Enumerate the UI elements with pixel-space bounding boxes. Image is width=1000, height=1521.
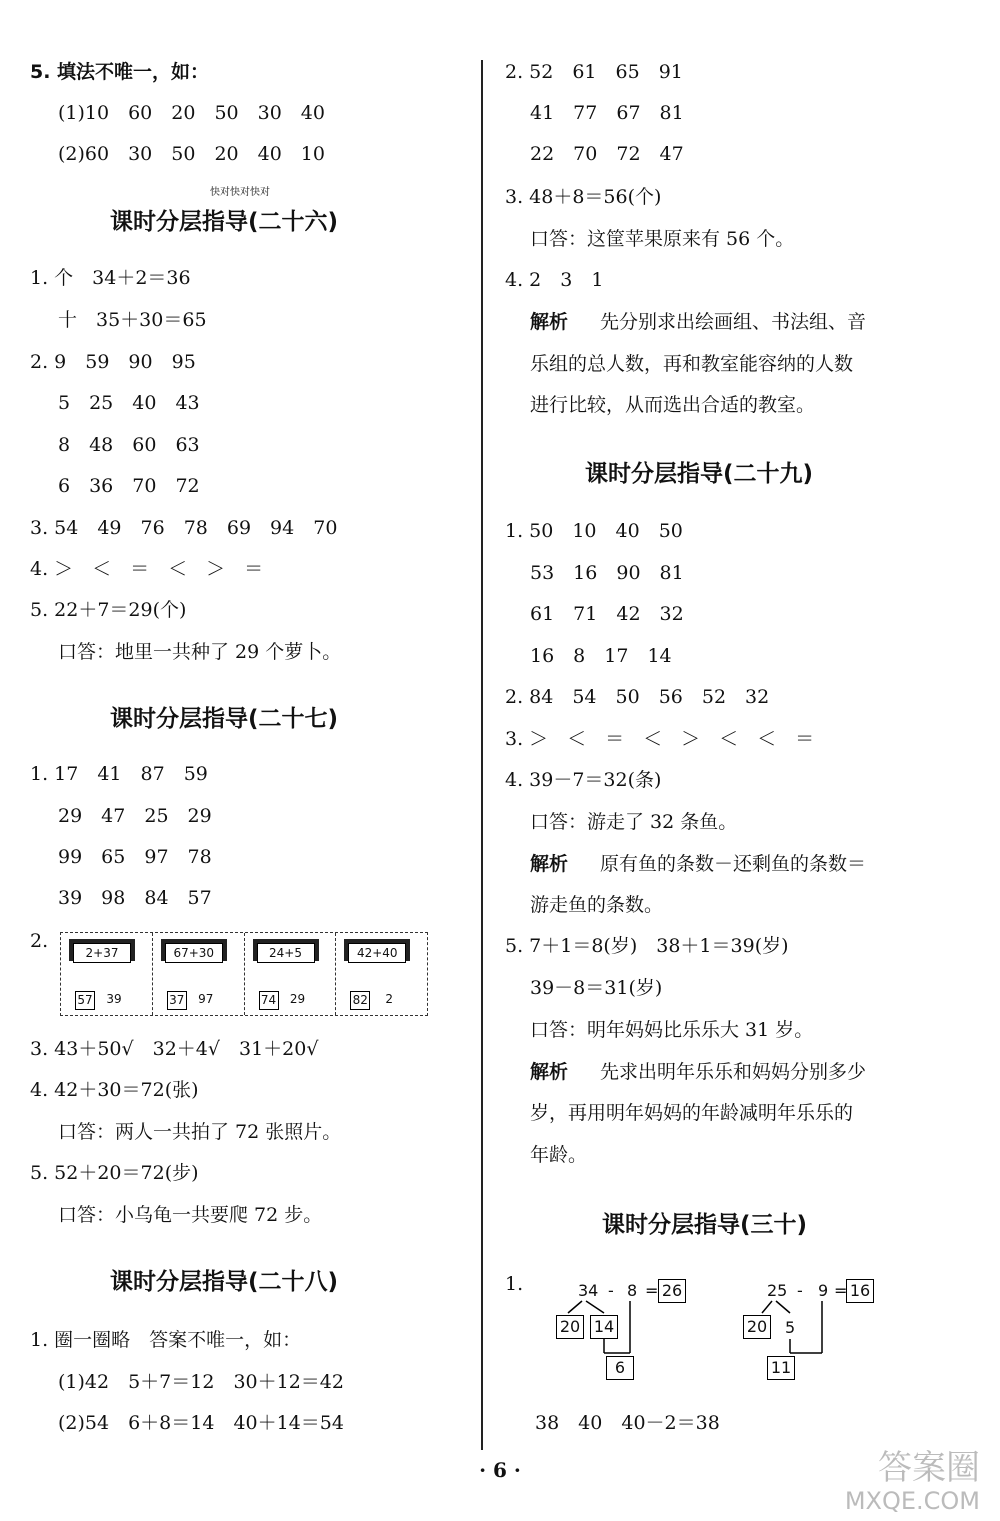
fig1-b: 8: [627, 1281, 638, 1300]
s27-q1b: 29 47 25 29: [58, 805, 212, 827]
s30-q1: 1.: [505, 1273, 524, 1295]
s26-q4: 4. ＞ ＜ ＝ ＜ ＞ ＝: [30, 558, 264, 580]
s29-q5b: 39－8＝31(岁): [530, 977, 663, 999]
house-3: [245, 933, 337, 1015]
s27-q1c: 99 65 97 78: [58, 846, 212, 868]
fig2-part-2: 5: [785, 1318, 796, 1337]
house-expr: 2+37: [73, 943, 131, 963]
watermark: 答案圈: [878, 1448, 980, 1488]
s26-q2a: 2. 9 59 90 95: [30, 351, 196, 373]
q5-answer-b: (2)60 30 50 20 40 10: [58, 143, 325, 165]
r-q4-jiexi-3: 进行比较，从而选出合适的教室。: [530, 394, 816, 416]
house-key-b: 39: [106, 992, 122, 1006]
s28-q1b: (2)54 6＋8＝14 40＋14＝54: [58, 1412, 344, 1434]
s27-q5-answer: 口答：小乌龟一共要爬 72 步。: [58, 1204, 323, 1226]
fig2-a: 25: [767, 1281, 788, 1300]
fig1-part-2: 14: [590, 1315, 618, 1339]
s26-q2d: 6 36 70 72: [58, 475, 200, 497]
fig1-part-1: 20: [556, 1315, 584, 1339]
r-q3: 3. 48＋8＝56(个): [505, 186, 662, 208]
s27-q4-answer: 口答：两人一共拍了 72 张照片。: [58, 1121, 342, 1143]
s27-q4: 4. 42＋30＝72(张): [30, 1079, 199, 1101]
house-key-b: 2: [385, 992, 394, 1006]
s27-q1d: 39 98 84 57: [58, 887, 212, 909]
house-key-a: 74: [259, 991, 279, 1010]
house-key-a: 57: [75, 991, 95, 1010]
house-expr: 67+30: [165, 943, 223, 963]
s29-q4: 4. 39－7＝32(条): [505, 769, 662, 791]
house-expr: 42+40: [348, 943, 406, 963]
s26-q2c: 8 48 60 63: [58, 434, 200, 456]
s26-q2b: 5 25 40 43: [58, 392, 200, 414]
s29-q5-jiexi-label: 解析: [530, 1061, 569, 1083]
fig1-op: -: [608, 1281, 614, 1300]
q5-answer-a: (1)10 60 20 50 30 40: [58, 102, 325, 124]
s27-q5: 5. 52＋20＝72(步): [30, 1162, 199, 1184]
s26-q5: 5. 22＋7＝29(个): [30, 599, 187, 621]
s29-q4-jiexi-2: 游走鱼的条数。: [530, 894, 664, 916]
s26-q5-answer: 口答：地里一共种了 29 个萝卜。: [58, 641, 342, 663]
fig2-eq: =: [834, 1281, 848, 1300]
r-q4-jiexi-2: 乐组的总人数，再和教室能容纳的人数: [530, 353, 854, 375]
house-1: [61, 933, 153, 1015]
s28-q1: 1. 圈一圈略 答案不唯一，如：: [30, 1329, 302, 1351]
fig2-result: 16: [846, 1279, 874, 1303]
s29-q5-jiexi-1: 先求出明年乐乐和妈妈分别多少: [600, 1061, 867, 1083]
fig1-eq: =: [645, 1281, 659, 1300]
house-key-b: 29: [289, 992, 306, 1006]
column-divider: [481, 60, 483, 1450]
house-key-a: 37: [167, 991, 187, 1010]
s29-q2: 2. 84 54 50 56 52 32: [505, 686, 770, 708]
s29-q5-jiexi-2: 岁，再用明年妈妈的年龄减明年乐乐的: [530, 1102, 854, 1124]
house-expr: 24+5: [257, 943, 315, 963]
r-q4: 4. 2 3 1: [505, 269, 604, 291]
s29-q1c: 61 71 42 32: [530, 603, 684, 625]
s29-q4-jiexi-1: 原有鱼的条数－还剩鱼的条数＝: [600, 853, 867, 875]
r-q4-jiexi-label: 解析: [530, 311, 569, 333]
r-q2a: 2. 52 61 65 91: [505, 61, 683, 83]
house-2: [153, 933, 245, 1015]
s29-q1a: 1. 50 10 40 50: [505, 520, 683, 542]
fig2-part-1: 20: [743, 1315, 771, 1339]
s26-q1a: 1. 个 34＋2＝36: [30, 267, 191, 289]
house-key-a: 82: [350, 991, 370, 1010]
watermark-url: MXQE.COM: [844, 1487, 980, 1515]
s29-q4-answer: 口答：游走了 32 条鱼。: [530, 811, 738, 833]
r-q2b: 41 77 67 81: [530, 102, 684, 124]
q5-intro: 5. 填法不唯一，如：: [30, 61, 210, 83]
s26-q3: 3. 54 49 76 78 69 94 70: [30, 517, 338, 539]
heading-28: 课时分层指导(二十八): [110, 1269, 339, 1295]
stamp-text: 快对快对快对: [210, 187, 270, 198]
r-q2c: 22 70 72 47: [530, 143, 684, 165]
s29-q3: 3. ＞ ＜ ＝ ＜ ＞ ＜ ＜ ＝: [505, 728, 815, 750]
heading-26: 课时分层指导(二十六): [110, 209, 339, 235]
house-4: [336, 933, 427, 1015]
s29-q4-jiexi-label: 解析: [530, 853, 569, 875]
s28-q1a: (1)42 5＋7＝12 30＋12＝42: [58, 1371, 344, 1393]
s27-q2: 2.: [30, 930, 49, 952]
r-q3-answer: 口答：这筐苹果原来有 56 个。: [530, 228, 795, 250]
fig1-result: 26: [658, 1279, 686, 1303]
house-figure: [60, 932, 428, 1016]
house-key-b: 97: [198, 992, 214, 1006]
heading-29: 课时分层指导(二十九): [585, 461, 814, 487]
fig2-part-3: 11: [767, 1356, 795, 1380]
s26-q1b: 十 35＋30＝65: [58, 309, 207, 331]
heading-27: 课时分层指导(二十七): [110, 706, 339, 732]
page-number: · 6 ·: [479, 1458, 521, 1482]
s27-q3: 3. 43＋50√ 32＋4√ 31＋20√: [30, 1038, 319, 1060]
s29-q5-jiexi-3: 年龄。: [530, 1144, 588, 1166]
s29-q5-answer: 口答：明年妈妈比乐乐大 31 岁。: [530, 1019, 814, 1041]
s29-q1d: 16 8 17 14: [530, 645, 672, 667]
fig2-b: 9: [818, 1281, 829, 1300]
s29-q5a: 5. 7＋1＝8(岁) 38＋1＝39(岁): [505, 935, 789, 957]
fig1-part-3: 6: [606, 1356, 634, 1380]
s30-last: 38 40 40－2＝38: [535, 1412, 720, 1434]
s27-q1a: 1. 17 41 87 59: [30, 763, 208, 785]
s29-q1b: 53 16 90 81: [530, 562, 684, 584]
heading-30: 课时分层指导(三十): [602, 1212, 808, 1238]
fig1-a: 34: [578, 1281, 599, 1300]
r-q4-jiexi-1: 先分别求出绘画组、书法组、音: [600, 311, 867, 333]
fig2-op: -: [797, 1281, 803, 1300]
